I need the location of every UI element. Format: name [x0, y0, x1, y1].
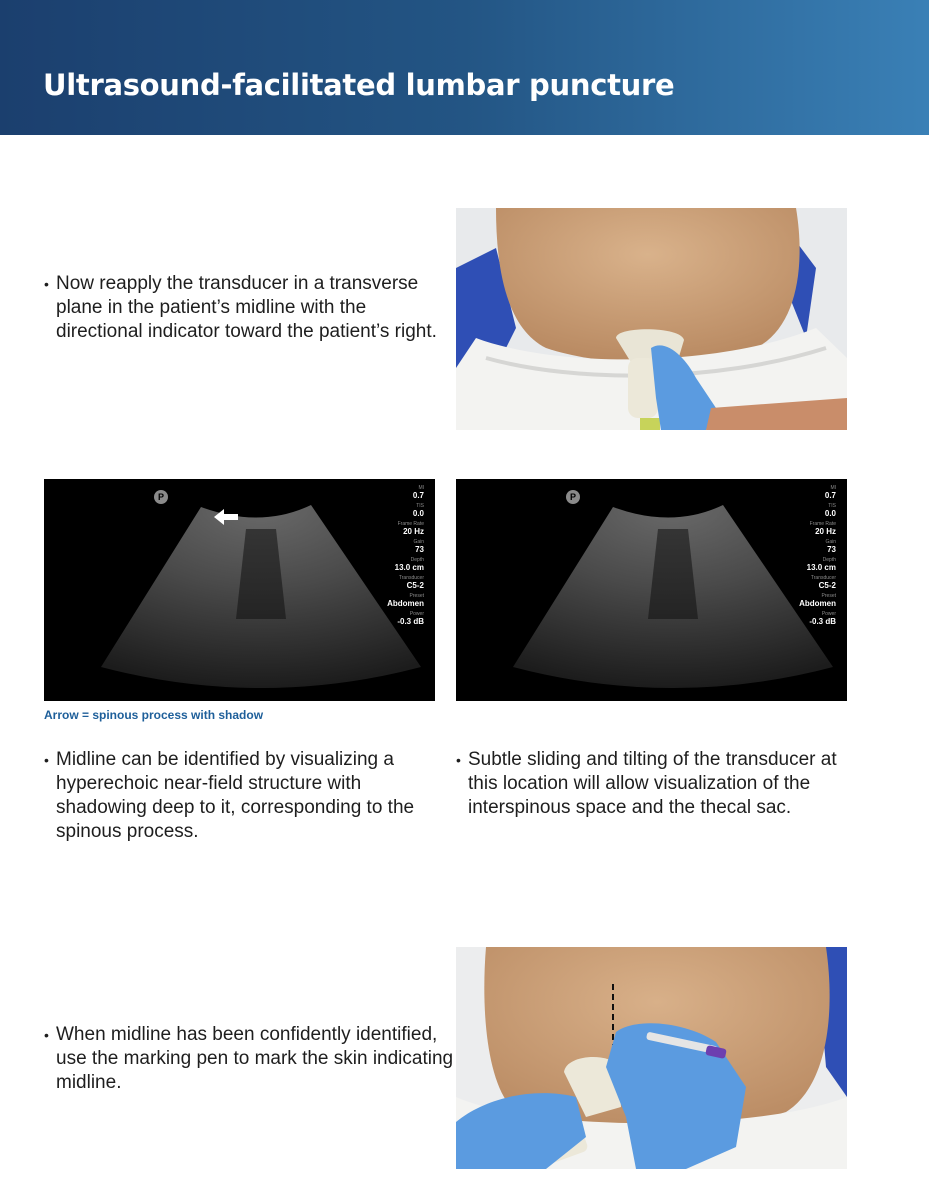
ultrasound-image-left [44, 479, 435, 701]
ultrasound-image-right [456, 479, 847, 701]
title-banner [0, 0, 929, 135]
bullet-sliding-tilting: • Subtle sliding and tilting of the transducer at this location will allow visualization of the interspinous space and the thecal sac. [456, 748, 858, 820]
photo-transducer-placement [456, 208, 847, 430]
bullet-mark-midline: • When midline has been confidently identified, use the marking pen to mark the skin indicating midline. [44, 1023, 456, 1095]
scan-parameters: MI 0.7 TIS 0.0 Frame Rate 20 Hz Gain 73 Depth 13.0 cm Transducer C5-2 Preset Abdomen Power -0.3 dB [799, 485, 836, 626]
image-caption: Arrow = spinous process with shadow [44, 708, 264, 722]
orientation-indicator: P [566, 490, 580, 504]
page-title: Ultrasound-facilitated lumbar puncture [43, 68, 675, 102]
photo-marking-midline [456, 947, 847, 1169]
scan-parameters: MI 0.7 TIS 0.0 Frame Rate 20 Hz Gain 73 Depth 13.0 cm Transducer C5-2 Preset Abdomen Power -0.3 dB [387, 485, 424, 626]
arrow-left-icon [214, 509, 240, 525]
bullet-identify-midline: • Midline can be identified by visualizing a hyperechoic near-field structure with shadowing deep to it, corresponding to the spinous process. [44, 748, 446, 844]
bullet-reapply-transducer: • Now reapply the transducer in a transverse plane in the patient’s midline with the directional indicator toward the patient’s right. [44, 272, 456, 344]
orientation-indicator: P [154, 490, 168, 504]
